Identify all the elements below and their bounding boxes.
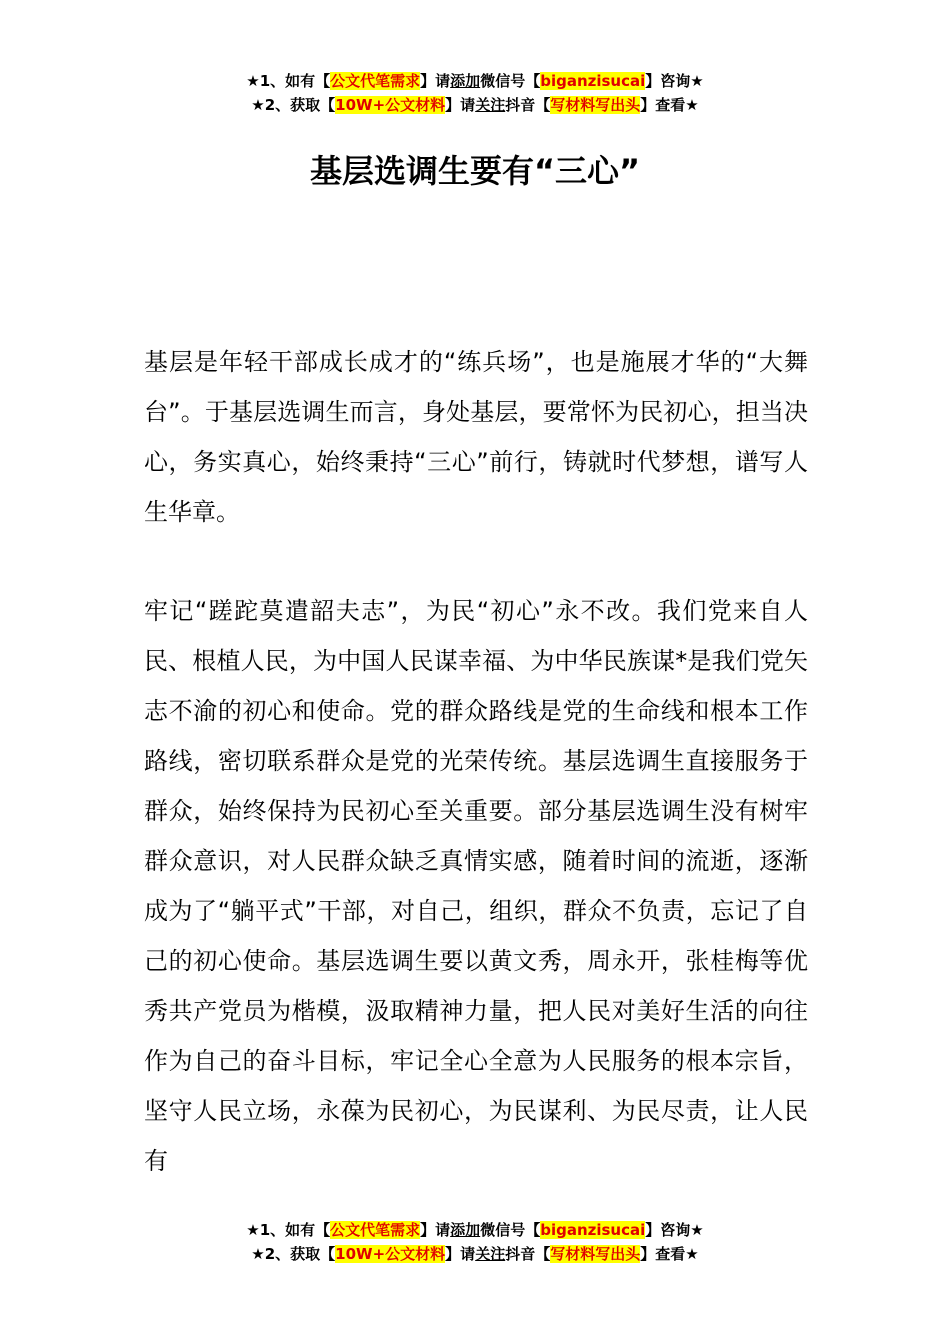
paragraph-intro: 基层是年轻干部成长成才的“练兵场”，也是施展才华的“大舞台”。于基层选调生而言，身处基层，要常怀为民初心，担当决心，务实真心，始终秉持“三心”前行，铸就时代梦想，谱写人生华章。 (144, 348, 808, 526)
banner-line-1: ★1、如有【公文代笔需求】请添加微信号【biganzisucai】咨询★ (246, 72, 704, 90)
highlight-douyin: 写材料写出头 (550, 1245, 641, 1263)
highlight-materials: 10W+公文材料 (335, 1245, 446, 1263)
highlight-douyin: 写材料写出头 (550, 96, 641, 114)
highlight-ghostwriting: 公文代笔需求 (330, 72, 421, 90)
star-icon: ★ (251, 96, 265, 114)
highlight-wechat-id: biganzisucai (540, 1221, 646, 1239)
document-title: 基层选调生要有“三心” (309, 152, 641, 190)
header-banner (0, 69, 950, 117)
paragraph-initial-heart: 牢记“蹉跎莫遣韶夫志”，为民“初心”永不改。我们党来自人民、根植人民，为中国人民谋幸福、为中华民族谋*是我们党矢志不渝的初心和使命。党的群众路线是党的生命线和根本工作路线，密切联系群众是党的光荣传统。基层选调生直接服务于群众，始终保持为民初心至关重要。部分基层选调生没有树牢群众意识，对人民群众缺乏真情实感，随着时间的流逝，逐渐成为了“躺平式”干部，对自己，组织，群众不负责，忘记了自己的初心使命。基层选调生要以黄文秀，周永开，张桂梅等优秀共产党员为楷模，汲取精神力量，把人民对美好生活的向往作为自己的奋斗目标，牢记全心全意为人民服务的根本宗旨，坚守人民立场，永葆为民初心，为民谋利、为民尽责，让人民有 (144, 597, 808, 1175)
banner-line-1: ★1、如有【公文代笔需求】请添加微信号【biganzisucai】咨询★ (246, 1221, 704, 1239)
star-icon: ★ (246, 1221, 260, 1239)
star-icon: ★ (685, 96, 699, 114)
star-icon: ★ (685, 1245, 699, 1263)
highlight-wechat-id: biganzisucai (540, 72, 646, 90)
banner-line-2: ★2、获取【10W+公文材料】请关注抖音【写材料写出头】查看★ (251, 1245, 699, 1263)
star-icon: ★ (251, 1245, 265, 1263)
highlight-materials: 10W+公文材料 (335, 96, 446, 114)
banner-line-2: ★2、获取【10W+公文材料】请关注抖音【写材料写出头】查看★ (251, 96, 699, 114)
star-icon: ★ (246, 72, 260, 90)
star-icon: ★ (690, 72, 704, 90)
highlight-ghostwriting: 公文代笔需求 (330, 1221, 421, 1239)
footer-banner (0, 1218, 950, 1266)
star-icon: ★ (690, 1221, 704, 1239)
